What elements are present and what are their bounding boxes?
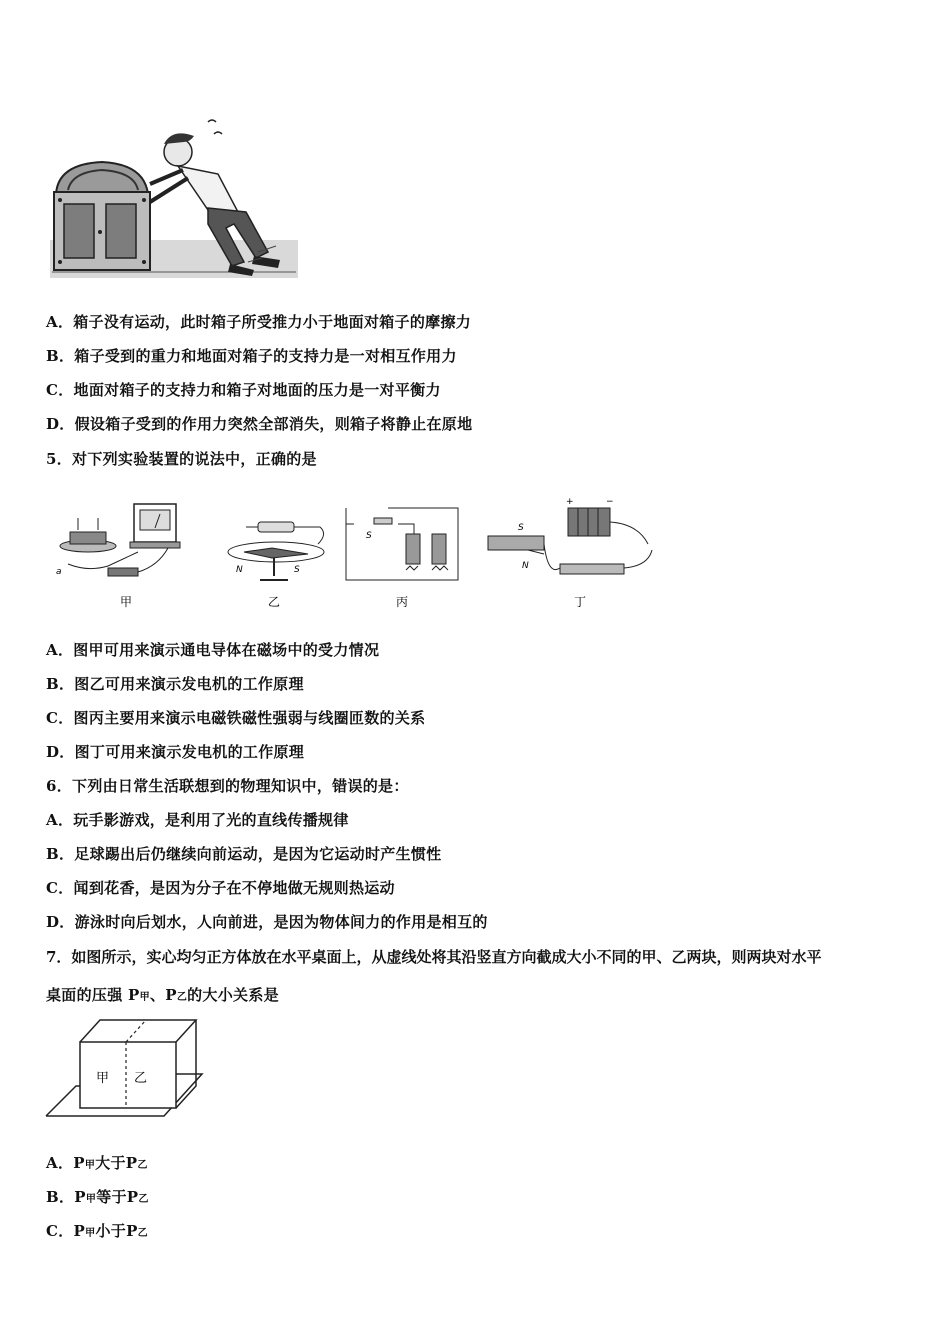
q6-option-d: D．游泳时向后划水，人向前进，是因为物体间力的作用是相互的: [46, 913, 488, 931]
figure-label-jia: 甲: [120, 595, 133, 609]
figure-experiment-setups: [48, 494, 668, 616]
figure-cube-on-table: [44, 1014, 206, 1122]
q4-option-d: D．假设箱子受到的作用力突然全部消失，则箱子将静止在原地: [46, 415, 473, 433]
label-s-ding: S: [518, 523, 524, 533]
q7-option-a: A．P甲大于P乙: [46, 1154, 148, 1172]
label-a: a: [56, 567, 62, 577]
label-s-bing: S: [366, 531, 372, 541]
setup-bing: [346, 508, 458, 580]
q5-option-b: B．图乙可用来演示发电机的工作原理: [46, 675, 304, 693]
q7-option-b: B．P甲等于P乙: [46, 1188, 149, 1206]
label-plus: +: [566, 497, 574, 507]
q5-option-d: D．图丁可用来演示发电机的工作原理: [46, 743, 305, 761]
label-n-yi: N: [236, 565, 243, 575]
man-pushing-box-illustration: [48, 112, 300, 282]
setup-yi: [228, 522, 324, 580]
q5-option-a: A．图甲可用来演示通电导体在磁场中的受力情况: [46, 641, 380, 659]
setup-jia: [56, 504, 180, 577]
figure-label-yi: 乙: [268, 595, 281, 609]
q4-option-b: B．箱子受到的重力和地面对箱子的支持力是一对相互作用力: [46, 347, 457, 365]
label-minus: −: [606, 497, 614, 507]
figure-man-pushing-box: [48, 112, 300, 282]
q6-stem: 6．下列由日常生活联想到的物理知识中，错误的是：: [46, 777, 409, 795]
q7-option-c: C．P甲小于P乙: [46, 1222, 148, 1240]
q5-option-c: C．图丙主要用来演示电磁铁磁性强弱与线圈匝数的关系: [46, 709, 426, 727]
setup-ding: [488, 497, 652, 574]
cube-on-table-illustration: [44, 1014, 206, 1122]
figure-label-ding: 丁: [574, 595, 587, 609]
label-s-yi: S: [294, 565, 300, 575]
q6-option-a: A．玩手影游戏，是利用了光的直线传播规律: [46, 811, 349, 829]
q4-option-a: A．箱子没有运动，此时箱子所受推力小于地面对箱子的摩擦力: [46, 313, 472, 331]
q7-stem-line2: 桌面的压强 P甲、P乙的大小关系是: [46, 986, 279, 1004]
cube-label-jia: 甲: [96, 1071, 110, 1086]
label-n-ding: N: [522, 561, 529, 571]
q5-stem: 5．对下列实验装置的说法中，正确的是: [46, 450, 317, 468]
q4-option-c: C．地面对箱子的支持力和箱子对地面的压力是一对平衡力: [46, 381, 441, 399]
q6-option-b: B．足球踢出后仍继续向前运动，是因为它运动时产生惯性: [46, 845, 442, 863]
experiment-setups-illustration: [48, 494, 668, 616]
cube-label-yi: 乙: [134, 1071, 148, 1086]
q6-option-c: C．闻到花香，是因为分子在不停地做无规则热运动: [46, 879, 395, 897]
figure-label-bing: 丙: [396, 595, 409, 609]
q7-stem-line1: 7．如图所示，实心均匀正方体放在水平桌面上，从虚线处将其沿竖直方向截成大小不同的甲、乙两块，则两块对水平: [46, 948, 822, 966]
